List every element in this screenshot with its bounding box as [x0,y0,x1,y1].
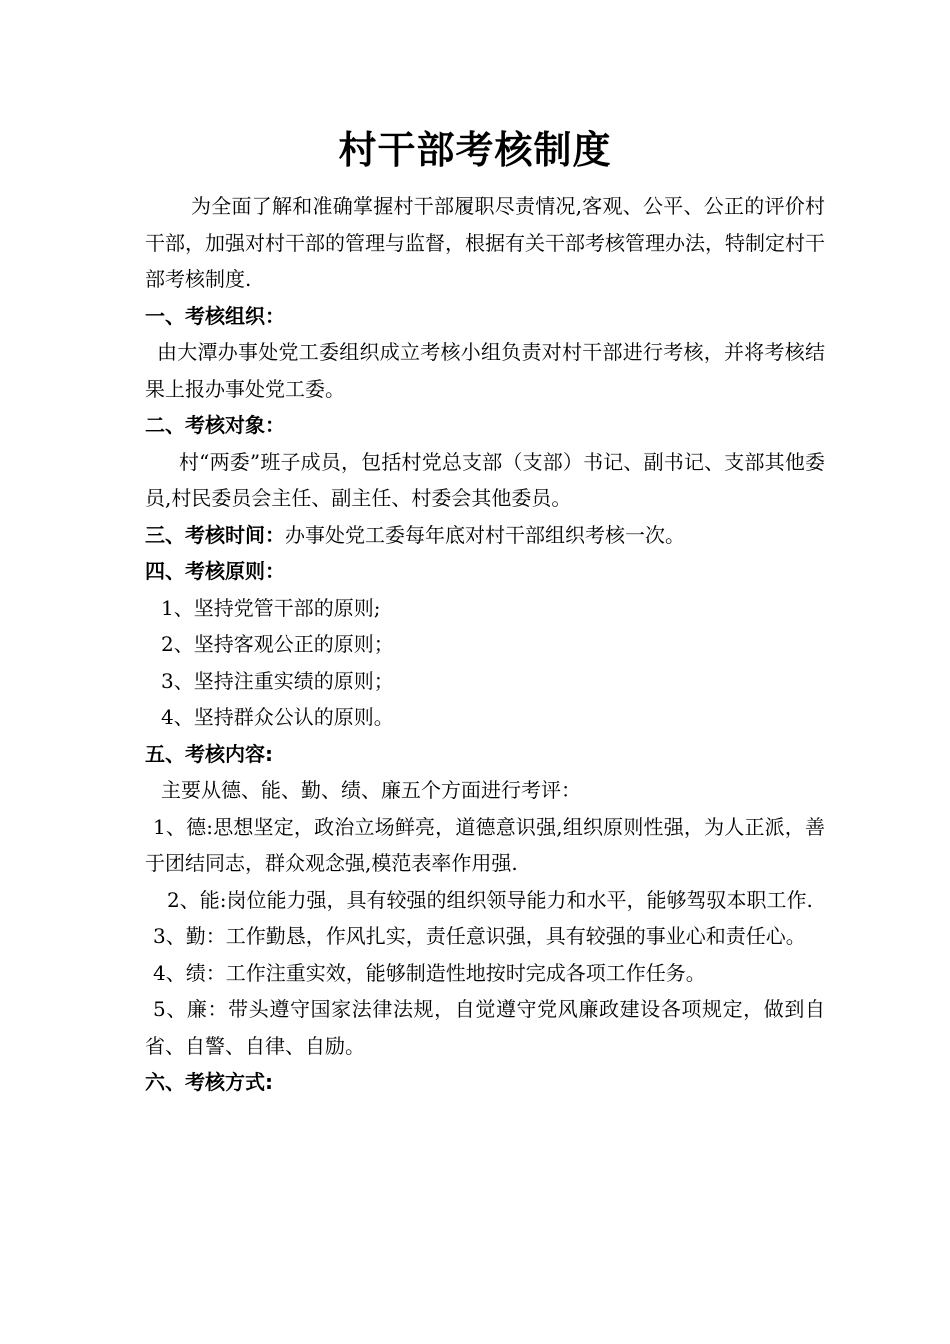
section-time [145,517,825,554]
content-item-lian: 5、廉：带头遵守国家法律法规，自觉遵守党风廉政建设各项规定，做到自省、自警、自律、自励。 [145,997,825,1058]
content-item-ji: 4、绩：工作注重实效，能够制造性地按时完成各项工作任务。 [153,960,706,985]
content-item-de: 1、德:思想坚定，政治立场鲜亮，道德意识强,组织原则性强，为人正派，善于团结同志，群众观念强,模范表率作用强. [145,814,825,875]
document-body [145,188,825,1101]
content-item-neng: 2、能:岗位能力强，具有较强的组织领导能力和水平，能够驾驭本职工作. [167,887,813,912]
content-lead: 主要从德、能、勤、绩、廉五个方面进行考评： [161,778,581,802]
section-heading-principles: 四、考核原则： [145,559,285,583]
principle-item: 3、坚持注重实绩的原则； [161,668,394,693]
principle-item: 2、坚持客观公正的原则； [161,632,394,656]
section-heading-targets: 二、考核对象： [145,413,285,437]
section-body-time: 办事处党工委每年底对村干部组织考核一次。 [285,522,685,547]
section-heading-organization: 一、考核组织： [145,303,285,328]
content-item-qin: 3、勤：工作勤恳，作风扎实，责任意识强，具有较强的事业心和责任心。 [153,924,806,948]
section-heading-time: 三、考核时间： [145,522,285,547]
section-heading-content: 五、考核内容: [145,741,273,766]
section-body-targets: 村“两委”班子成员，包括村党总支部（支部）书记、副书记、支部其他委员,村民委员会主任、副主任、村委会其他委员。 [145,449,825,510]
principle-item: 4、坚持群众公认的原则。 [161,705,394,729]
section-heading-method: 六、考核方式: [145,1070,273,1094]
page-title: 村干部考核制度 [338,128,612,172]
section-body-organization: 由大潭办事处党工委组织成立考核小组负责对村干部进行考核，并将考核结果上报办事处党工委。 [145,340,825,401]
principle-item: 1、坚持党管干部的原则; [161,595,381,620]
intro-paragraph: 为全面了解和准确掌握村干部履职尽责情况,客观、公平、公正的评价村干部，加强对村干部的管理与监督，根据有关干部考核管理办法，特制定村干部考核制度. [145,194,825,291]
